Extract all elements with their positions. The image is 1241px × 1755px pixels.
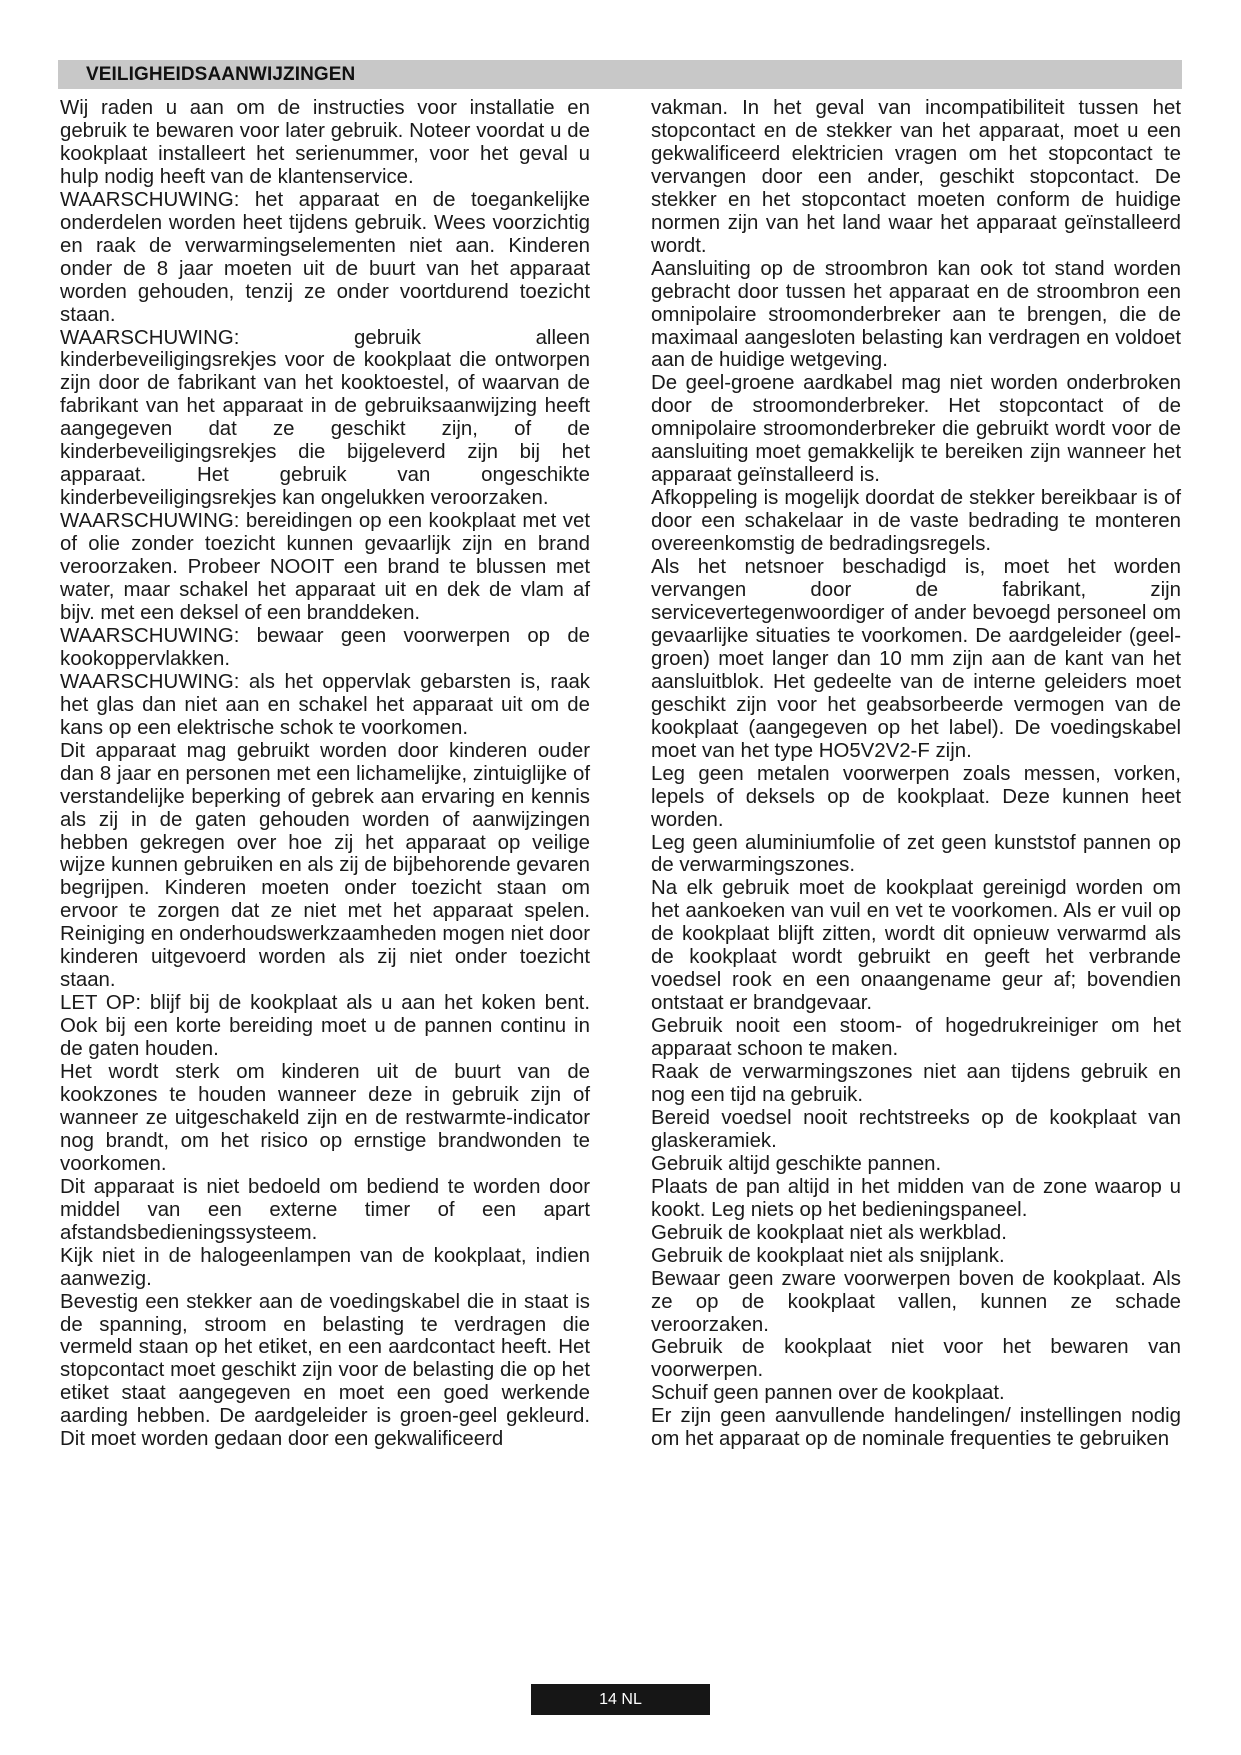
paragraph: Na elk gebruik moet de kookplaat gereinigd worden om het aankoeken van vuil en vet te voorkomen. Als er vuil op de kookplaat blijft zitten, wordt dit opnieuw verwarmd als de kookplaat wordt gebruikt en geeft het verbrande voedsel rook en een onaangename geur af; bovendien ontstaat er brandgevaar. xyxy=(651,877,1181,1015)
left-column xyxy=(60,97,590,1451)
paragraph: Als het netsnoer beschadigd is, moet het worden vervangen door de fabrikant, zijn servicevertegenwoordiger of ander bevoegd personeel om gevaarlijke situaties te voorkomen. De aardgeleider (geel-groen) moet langer dan 10 mm zijn aan de kant van het aansluitblok. Het gedeelte van de interne geleiders moet geschikt zijn voor het geabsorbeerde vermogen van de kookplaat (aangegeven op het label). De voedingskabel moet van het type HO5V2V2-F zijn. xyxy=(651,556,1181,762)
paragraph: Leg geen metalen voorwerpen zoals messen, vorken, lepels of deksels op de kookplaat. Deze kunnen heet worden. xyxy=(651,762,1181,831)
paragraph: Het wordt sterk om kinderen uit de buurt van de kookzones te houden wanneer deze in gebruik zijn of wanneer ze uitgeschakeld zijn en de restwarmte-indicator nog brandt, om het risico op ernstige brandwonden te voorkomen. xyxy=(60,1061,590,1175)
page-number-badge xyxy=(531,1684,710,1715)
paragraph: De geel-groene aardkabel mag niet worden onderbroken door de stroomonderbreker. Het stopcontact of de omnipolaire stroomonderbreker die gebruikt wordt voor de aansluiting moet gemakkelijk te bereiken zijn wanneer het apparaat geïnstalleerd is. xyxy=(651,372,1181,487)
paragraph: Schuif geen pannen over de kookplaat. xyxy=(651,1382,1005,1405)
paragraph: Afkoppeling is mogelijk doordat de stekker bereikbaar is of door een schakelaar in de vaste bedrading te monteren overeenkomstig de bedradingsregels. xyxy=(651,487,1181,556)
paragraph: Gebruik altijd geschikte pannen. xyxy=(651,1152,942,1175)
paragraph: Wij raden u aan om de instructies voor installatie en gebruik te bewaren voor later gebruik. Noteer voordat u de kookplaat installeert het serienummer, voor het geval u hulp nodig heeft van de klantenservice. xyxy=(60,97,590,188)
paragraph: Er zijn geen aanvullende handelingen/ instellingen nodig om het apparaat op de nominale frequenties te gebruiken xyxy=(651,1405,1181,1451)
paragraph: Gebruik nooit een stoom- of hogedrukreiniger om het apparaat schoon te maken. xyxy=(651,1015,1181,1061)
paragraph: Dit apparaat is niet bedoeld om bediend te worden door middel van een externe timer of een apart afstandsbedieningssysteem. xyxy=(60,1175,590,1244)
right-column xyxy=(651,97,1181,1451)
paragraph: LET OP: blijf bij de kookplaat als u aan het koken bent. Ook bij een korte bereiding moet u de pannen continu in de gaten houden. xyxy=(60,992,590,1061)
paragraph: Plaats de pan altijd in het midden van de zone waarop u kookt. Leg niets op het bedieningspaneel. xyxy=(651,1175,1181,1221)
paragraph: Aansluiting op de stroombron kan ook tot stand worden gebracht door tussen het apparaat en de stroombron een omnipolaire stroomonderbreker aan te brengen, die de maximaal aangesloten belasting kan verdragen en voldoet aan de huidige wetgeving. xyxy=(651,257,1181,372)
paragraph: Gebruik de kookplaat niet voor het bewaren van voorwerpen. xyxy=(651,1336,1181,1382)
paragraph: Raak de verwarmingszones niet aan tijdens gebruik en nog een tijd na gebruik. xyxy=(651,1061,1181,1106)
paragraph: Bewaar geen zware voorwerpen boven de kookplaat. Als ze op de kookplaat vallen, kunnen ze schade veroorzaken. xyxy=(651,1267,1181,1336)
paragraph: Bevestig een stekker aan de voedingskabel die in staat is de spanning, stroom en belasting te verdragen die vermeld staan op het etiket, en een aardcontact heeft. Het stopcontact moet geschikt zijn voor de belasting die op het etiket staat aangegeven en moet een goed werkende aarding hebben. De aardgeleider is groen-geel gekleurd. Dit moet worden gedaan door een gekwalificeerd xyxy=(60,1290,590,1451)
paragraph: Gebruik de kookplaat niet als werkblad. xyxy=(651,1221,1007,1244)
paragraph: WAARSCHUWING: het apparaat en de toegankelijke onderdelen worden heet tijdens gebruik. Wees voorzichtig en raak de verwarmingselementen niet aan. Kinderen onder de 8 jaar moeten uit de buurt van het apparaat worden gehouden, tenzij ze onder voortdurend toezicht staan. xyxy=(60,188,590,326)
paragraph: WAARSCHUWING: bereidingen op een kookplaat met vet of olie zonder toezicht kunnen gevaarlijk zijn en brand veroorzaken. Probeer NOOIT een brand te blussen met water, maar schakel het apparaat uit en dek de vlam af bijv. met een deksel of een branddeken. xyxy=(60,510,590,624)
section-title: VEILIGHEIDSAANWIJZINGEN xyxy=(86,64,356,85)
paragraph: vakman. In het geval van incompatibiliteit tussen het stopcontact en de stekker van het apparaat, moet u een gekwalificeerd elektricien vragen om het stopcontact te vervangen door een ander, geschikt stopcontact. De stekker en het stopcontact moeten conform de huidige normen zijn van het land waar het apparaat geïnstalleerd wordt. xyxy=(651,97,1181,257)
section-header-bar xyxy=(58,60,1182,89)
page-number: 14 NL xyxy=(599,1691,642,1708)
paragraph: Bereid voedsel nooit rechtstreeks op de kookplaat van glaskeramiek. xyxy=(651,1106,1181,1152)
paragraph: WAARSCHUWING: bewaar geen voorwerpen op de kookoppervlakken. xyxy=(60,624,590,670)
paragraph: WAARSCHUWING: gebruik alleen kinderbeveiligingsrekjes voor de kookplaat die ontworpen zijn door de fabrikant van het kooktoestel, of waarvan de fabrikant van het apparaat in de gebruiksaanwijzing heeft aangegeven dat ze geschikt zijn, of de kinderbeveiligingsrekjes die bijgeleverd zijn bij het apparaat. Het gebruik van ongeschikte kinderbeveiligingsrekjes kan ongelukken veroorzaken. xyxy=(60,326,590,510)
paragraph: Gebruik de kookplaat niet als snijplank. xyxy=(651,1244,1005,1267)
paragraph: Kijk niet in de halogeenlampen van de kookplaat, indien aanwezig. xyxy=(60,1244,590,1290)
paragraph: Leg geen aluminiumfolie of zet geen kunststof pannen op de verwarmingszones. xyxy=(651,831,1181,877)
paragraph: WAARSCHUWING: als het oppervlak gebarsten is, raak het glas dan niet aan en schakel het apparaat uit om de kans op een elektrische schok te voorkomen. xyxy=(60,670,590,739)
paragraph: Dit apparaat mag gebruikt worden door kinderen ouder dan 8 jaar en personen met een lichamelijke, zintuiglijke of verstandelijke beperking of gebrek aan ervaring en kennis als zij in de gaten gehouden worden of aanwijzingen hebben gekregen over hoe zij het apparaat op veilige wijze kunnen gebruiken en als zij de bijbehorende gevaren begrijpen. Kinderen moeten onder toezicht staan om ervoor te zorgen dat ze niet met het apparaat spelen. Reiniging en onderhoudswerkzaamheden mogen niet door kinderen uitgevoerd worden als zij niet onder toezicht staan. xyxy=(60,739,590,992)
